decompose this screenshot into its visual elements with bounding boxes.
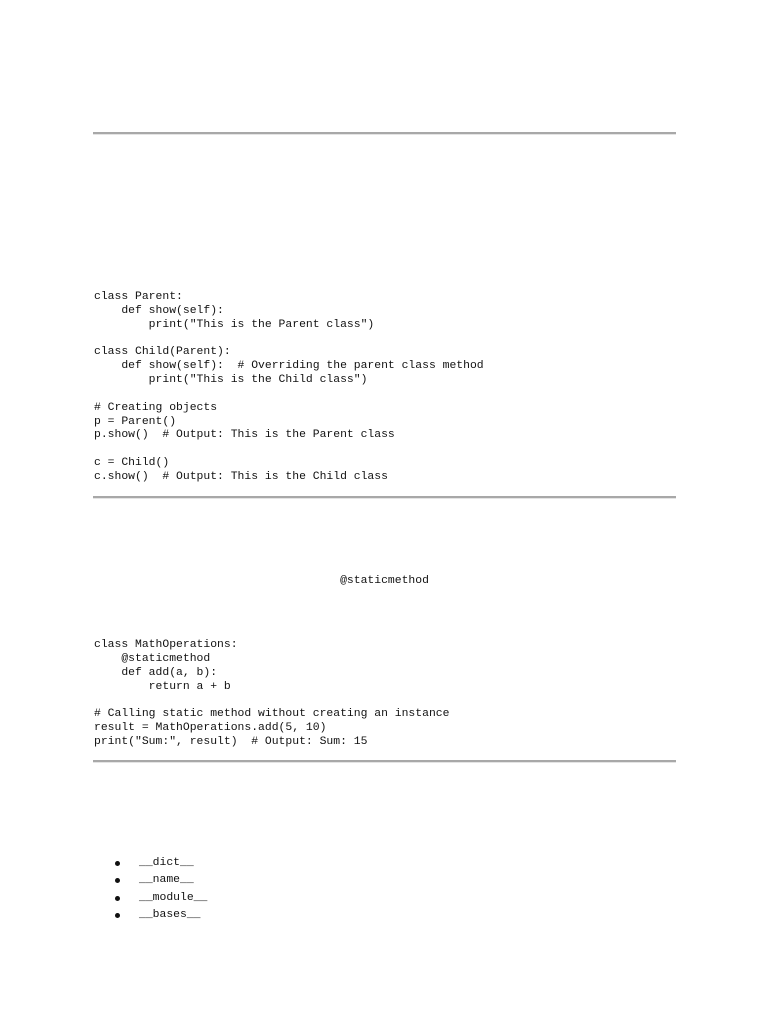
code-line: c.show() # Output: This is the Child class [94,470,388,483]
code-line: # Creating objects [94,401,218,414]
code-line: @staticmethod [94,652,211,665]
bullet-icon [115,896,120,901]
code-line: print("Sum:", result) # Output: Sum: 15 [94,735,368,748]
list-item-label: __bases__ [139,908,201,921]
code-block-inheritance [94,291,484,485]
attributes-list [110,855,207,924]
list-item [110,872,207,889]
list-item-label: __dict__ [139,857,194,869]
list-item-label: __module__ [139,891,208,904]
list-item [110,890,207,907]
bullet-icon [115,913,120,918]
code-line: def show(self): [94,304,224,317]
code-line: def add(a, b): [94,666,218,679]
code-line: p.show() # Output: This is the Parent class [94,429,395,442]
code-line: return a + b [94,680,231,693]
code-line: p = Parent() [94,415,177,428]
bullet-icon [115,878,120,883]
code-line: print("This is the Child class") [94,374,368,387]
code-line: result = MathOperations.add(5, 10) [94,722,327,735]
code-line: class MathOperations: [94,639,238,651]
code-line: # Calling static method without creating an instance [94,708,450,721]
divider-after-inheritance [93,496,676,499]
section-heading-staticmethod: @staticmethod [340,575,429,587]
bullet-icon [115,861,120,866]
divider-top [93,132,676,135]
code-line: class Parent: [94,291,183,303]
divider-after-staticmethod [93,760,676,763]
list-item [110,855,207,872]
list-item-label: __name__ [139,874,194,887]
code-line: print("This is the Parent class") [94,318,375,331]
code-line: c = Child() [94,457,170,470]
code-line: def show(self): # Overriding the parent class method [94,360,484,373]
code-block-staticmethod [94,639,449,750]
list-item [110,907,207,924]
code-line: class Child(Parent): [94,346,231,359]
